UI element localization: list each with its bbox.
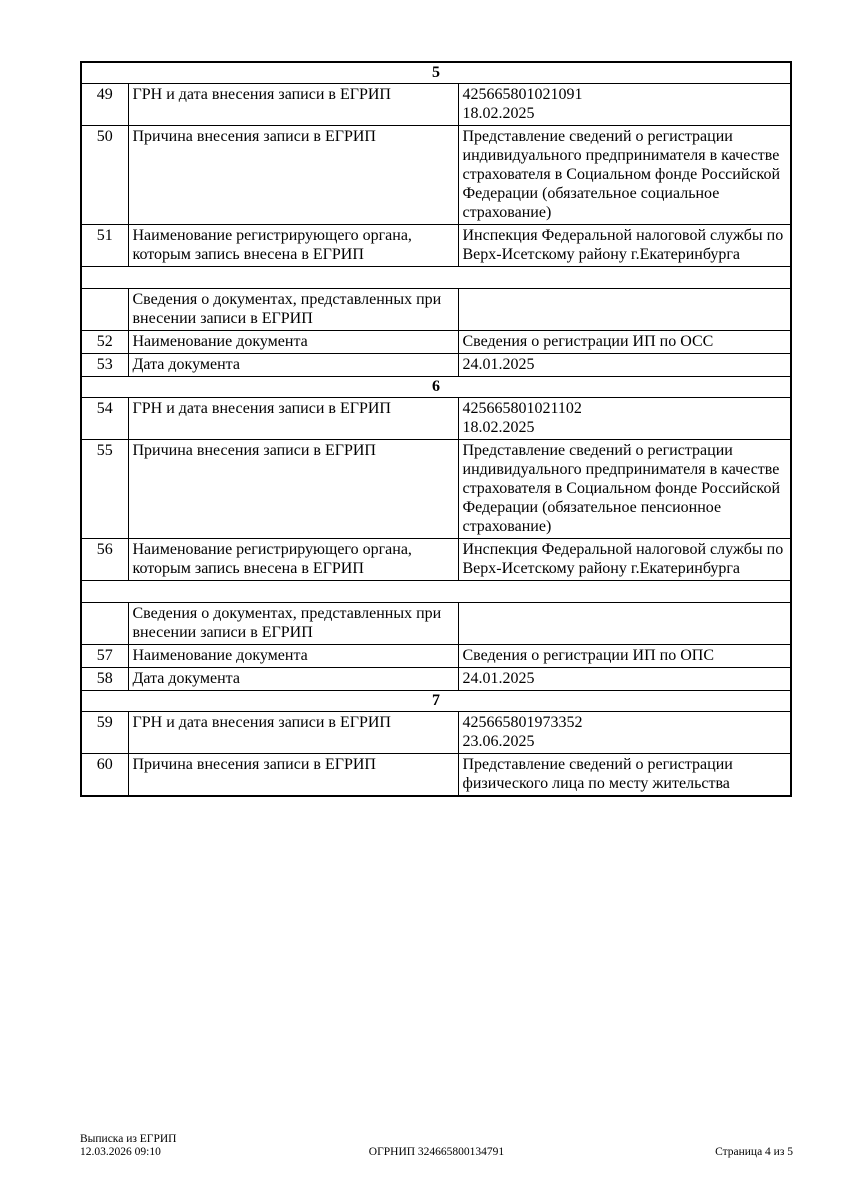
table-row <box>81 440 791 539</box>
value-line: Представление сведений о регистрации индивидуального предпринимателя в качестве страхователя в Социальном фонде Российской Федерации (обязательное социальное страхование) <box>462 128 781 221</box>
row-number-cell: 50 <box>81 126 128 225</box>
footer-page-number: Страница 4 из 5 <box>715 1146 793 1158</box>
table-row <box>81 84 791 126</box>
table-row <box>81 668 791 691</box>
table-row <box>81 225 791 267</box>
value-line: 425665801021102 <box>462 400 582 417</box>
row-value-cell <box>458 645 791 668</box>
table-row <box>81 754 791 797</box>
value-line: Представление сведений о регистрации физического лица по месту жительства <box>462 756 733 792</box>
subheader-row <box>81 603 791 645</box>
row-label-cell: Причина внесения записи в ЕГРИП <box>128 126 458 225</box>
separator-cell <box>81 581 791 603</box>
value-line: 18.02.2025 <box>462 419 535 436</box>
row-label-cell: Дата документа <box>128 668 458 691</box>
value-line: 24.01.2025 <box>462 356 535 373</box>
value-line: Инспекция Федеральной налоговой службы по Верх-Исетскому району г.Екатеринбурга <box>462 227 784 263</box>
row-label-cell: Сведения о документах, представленных при внесении записи в ЕГРИП <box>128 289 458 331</box>
separator-cell <box>81 267 791 289</box>
row-label-cell: Причина внесения записи в ЕГРИП <box>128 754 458 797</box>
row-number-cell: 55 <box>81 440 128 539</box>
value-line: Инспекция Федеральной налоговой службы по Верх-Исетскому району г.Екатеринбурга <box>462 541 784 577</box>
table-row <box>81 712 791 754</box>
table-row <box>81 539 791 581</box>
row-label-cell: Наименование регистрирующего органа, которым запись внесена в ЕГРИП <box>128 539 458 581</box>
value-line: 24.01.2025 <box>462 670 535 687</box>
subheader-row <box>81 289 791 331</box>
row-value-cell <box>458 84 791 126</box>
section-number: 6 <box>81 377 791 398</box>
row-label-cell: Наименование регистрирующего органа, которым запись внесена в ЕГРИП <box>128 225 458 267</box>
value-line: 18.02.2025 <box>462 105 535 122</box>
row-number-cell <box>81 289 128 331</box>
table-row <box>81 354 791 377</box>
table-row <box>81 398 791 440</box>
section-header-row <box>81 691 791 712</box>
value-line: 425665801973352 <box>462 714 583 731</box>
section-number: 7 <box>81 691 791 712</box>
row-number-cell: 57 <box>81 645 128 668</box>
row-value-cell <box>458 331 791 354</box>
row-value-cell <box>458 354 791 377</box>
row-number-cell: 60 <box>81 754 128 797</box>
row-value-cell <box>458 712 791 754</box>
row-number-cell: 51 <box>81 225 128 267</box>
footer-ogrnip: ОГРНИП 324665800134791 <box>368 1146 505 1158</box>
row-value-cell <box>458 289 791 331</box>
section-header-row <box>81 377 791 398</box>
row-number-cell: 53 <box>81 354 128 377</box>
row-value-cell <box>458 668 791 691</box>
row-label-cell: ГРН и дата внесения записи в ЕГРИП <box>128 712 458 754</box>
value-line: Представление сведений о регистрации индивидуального предпринимателя в качестве страхователя в Социальном фонде Российской Федерации (обязательное пенсионное страхование) <box>462 442 781 535</box>
value-line: 23.06.2025 <box>462 733 535 750</box>
row-label-cell: ГРН и дата внесения записи в ЕГРИП <box>128 84 458 126</box>
section-header-row <box>81 62 791 84</box>
row-value-cell <box>458 126 791 225</box>
row-value-cell <box>458 398 791 440</box>
row-number-cell: 58 <box>81 668 128 691</box>
egrip-records-table <box>80 61 792 797</box>
row-number-cell: 59 <box>81 712 128 754</box>
row-label-cell: Наименование документа <box>128 645 458 668</box>
separator-row <box>81 581 791 603</box>
row-label-cell: Дата документа <box>128 354 458 377</box>
row-label-cell: Сведения о документах, представленных при внесении записи в ЕГРИП <box>128 603 458 645</box>
row-number-cell: 56 <box>81 539 128 581</box>
row-number-cell: 49 <box>81 84 128 126</box>
footer-doc-type: Выписка из ЕГРИП <box>80 1133 177 1145</box>
row-number-cell: 52 <box>81 331 128 354</box>
value-line: Сведения о регистрации ИП по ОПС <box>462 647 715 664</box>
table-row <box>81 645 791 668</box>
row-number-cell <box>81 603 128 645</box>
separator-row <box>81 267 791 289</box>
table-row <box>81 331 791 354</box>
row-number-cell: 54 <box>81 398 128 440</box>
row-label-cell: Наименование документа <box>128 331 458 354</box>
value-line: Сведения о регистрации ИП по ОСС <box>462 333 714 350</box>
footer-timestamp: 12.03.2026 09:10 <box>80 1146 161 1158</box>
value-line: 425665801021091 <box>462 86 583 103</box>
table-row <box>81 126 791 225</box>
table-body <box>81 62 791 796</box>
row-label-cell: Причина внесения записи в ЕГРИП <box>128 440 458 539</box>
row-value-cell <box>458 225 791 267</box>
section-number: 5 <box>81 62 791 84</box>
row-value-cell <box>458 440 791 539</box>
row-value-cell <box>458 754 791 797</box>
row-label-cell: ГРН и дата внесения записи в ЕГРИП <box>128 398 458 440</box>
row-value-cell <box>458 539 791 581</box>
row-value-cell <box>458 603 791 645</box>
